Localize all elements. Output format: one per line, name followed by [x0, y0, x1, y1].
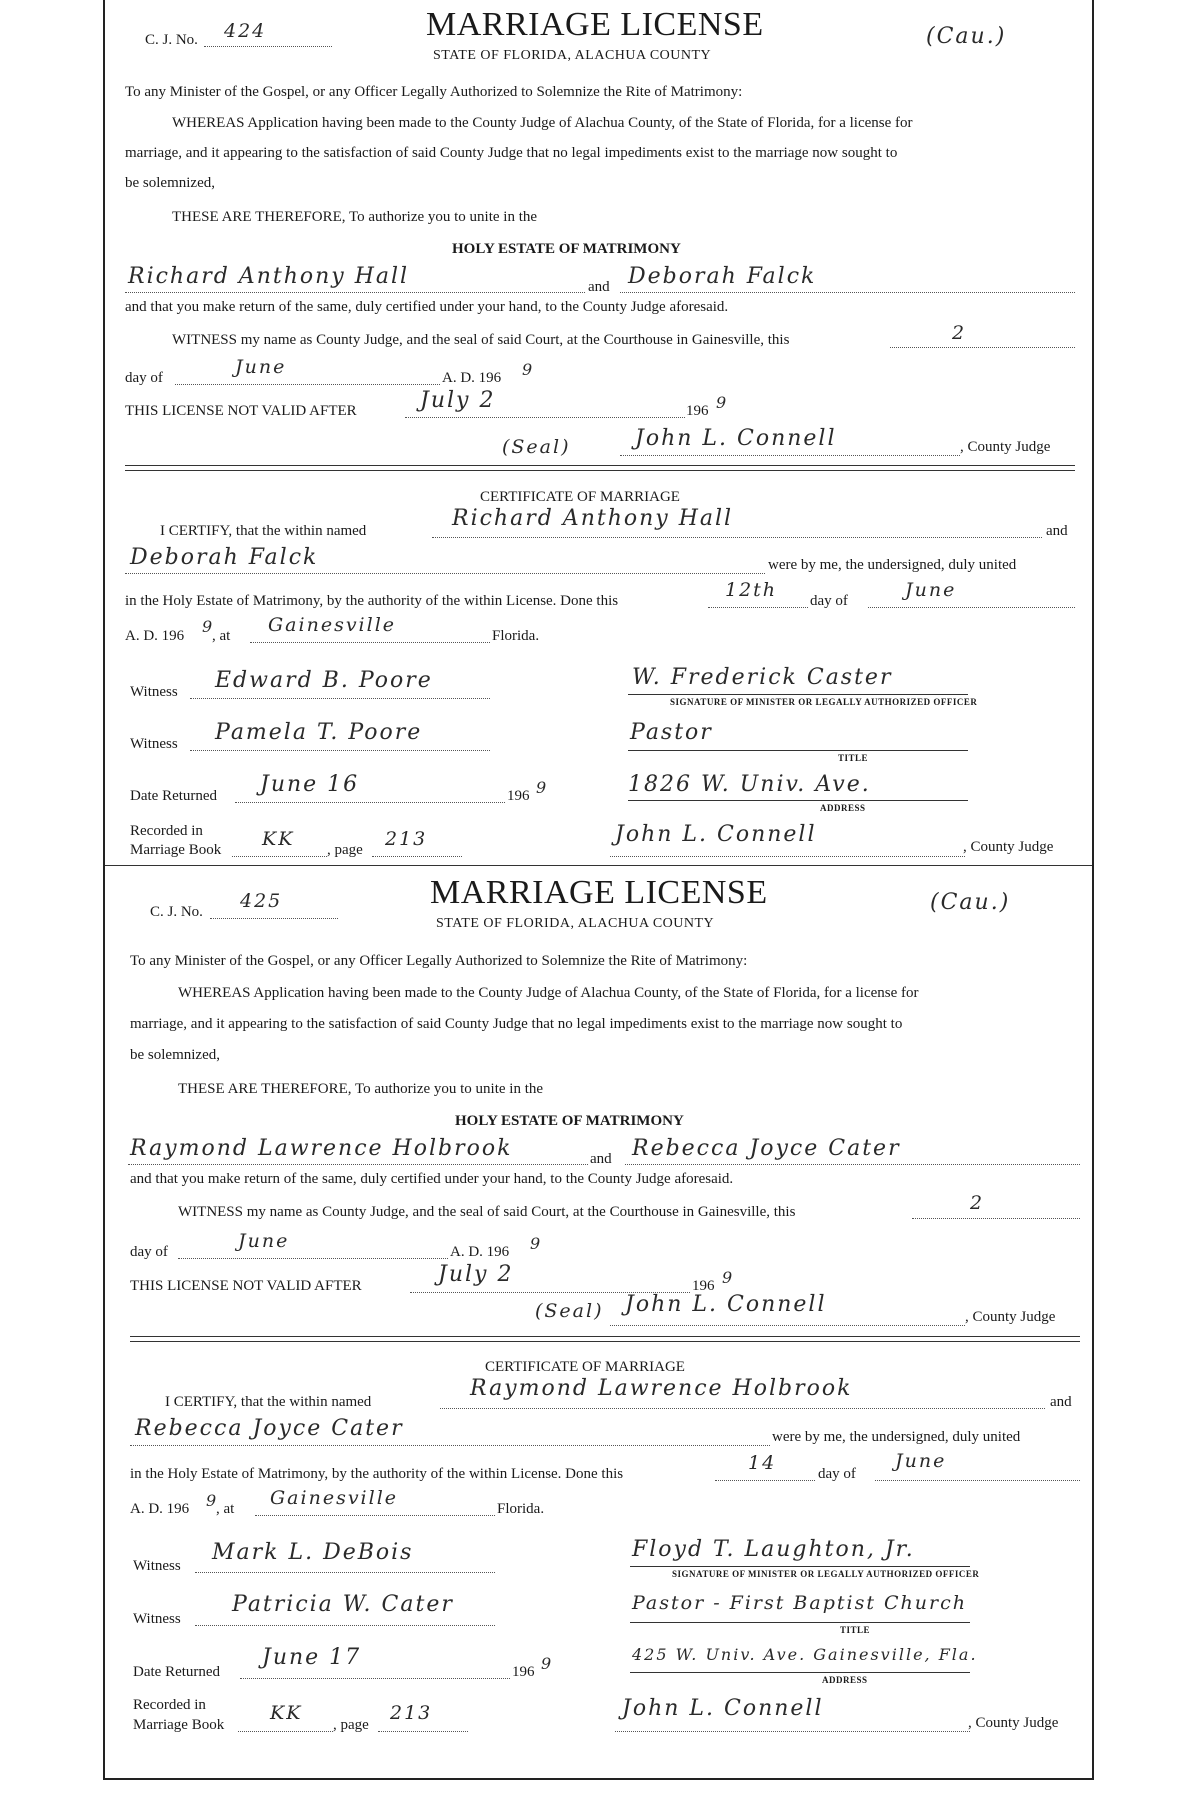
judge-signature: John L. Connell — [625, 1292, 827, 1317]
groom-name: Richard Anthony Hall — [128, 264, 410, 289]
whereas-line-1: WHEREAS Application having been made to the County Judge of Alachua County, of the State of Florida, for a license for — [178, 985, 919, 1001]
page-label: , page — [333, 1717, 369, 1733]
issue-day: 2 — [952, 322, 967, 344]
left-border — [103, 0, 105, 1780]
cert-bride-name: Rebecca Joyce Cater — [135, 1416, 404, 1441]
officer-title: Pastor — [630, 720, 713, 745]
returned-year-prefix: 196 — [507, 788, 530, 804]
dotted-line — [405, 417, 685, 418]
at-label: , at — [216, 1501, 235, 1517]
address-caption: ADDRESS — [820, 803, 866, 813]
return-line: and that you make return of the same, duly certified under your hand, to the County Judge aforesaid. — [125, 299, 729, 315]
page-value: 213 — [385, 828, 428, 850]
county-judge-label: , County Judge — [963, 839, 1054, 855]
recorded-in-label: Recorded in — [133, 1697, 206, 1713]
officer-signature: Floyd T. Laughton, Jr. — [632, 1537, 915, 1562]
dotted-line — [204, 46, 332, 47]
dotted-line — [235, 802, 505, 803]
cert-bride-name: Deborah Falck — [130, 545, 319, 570]
witness-2-signature: Pamela T. Poore — [215, 720, 423, 745]
license-title: MARRIAGE LICENSE — [426, 6, 764, 43]
cert-groom-name: Raymond Lawrence Holbrook — [470, 1376, 853, 1401]
witness-line: WITNESS my name as County Judge, and the seal of said Court, at the Courthouse in Gainesville, this — [178, 1204, 796, 1220]
date-returned: June 17 — [262, 1645, 362, 1670]
dotted-line — [912, 1218, 1080, 1219]
certificate-title: CERTIFICATE OF MARRIAGE — [485, 1359, 685, 1375]
ad-label: A. D. 196 — [130, 1501, 190, 1517]
expiry-year-prefix: 196 — [692, 1278, 715, 1294]
title-line — [630, 1622, 970, 1623]
dotted-line — [238, 1731, 333, 1732]
license-title: MARRIAGE LICENSE — [430, 874, 768, 911]
officer-title: Pastor - First Baptist Church — [632, 1592, 967, 1614]
groom-name: Raymond Lawrence Holbrook — [130, 1136, 513, 1161]
dotted-line — [620, 455, 960, 456]
dotted-line — [190, 750, 490, 751]
signature-line — [630, 1566, 970, 1567]
united-label: were by me, the undersigned, duly united — [772, 1429, 1021, 1445]
certify-label: I CERTIFY, that the within named — [165, 1394, 372, 1410]
ad-label: A. D. 196 — [125, 628, 185, 644]
title-line — [628, 750, 968, 751]
county-judge-label: , County Judge — [968, 1715, 1059, 1731]
expiry-date: July 2 — [420, 388, 496, 413]
ad-label: A. D. 196 — [442, 370, 502, 386]
address-line — [628, 800, 968, 801]
cert-groom-name: Richard Anthony Hall — [452, 506, 734, 531]
county-mark: (Cau.) — [930, 890, 1011, 915]
salutation: To any Minister of the Gospel, or any Officer Legally Authorized to Solemnize the Rite of Matrimony: — [125, 84, 743, 100]
cj-label: C. J. No. — [145, 32, 198, 48]
dotted-line — [255, 1515, 495, 1516]
officer-caption: SIGNATURE OF MINISTER OR LEGALLY AUTHORIZED OFFICER — [672, 1569, 980, 1579]
witness-label: Witness — [130, 684, 178, 700]
recorded-in-label: Recorded in — [130, 823, 203, 839]
witness-1-signature: Edward B. Poore — [215, 668, 433, 693]
issue-day: 2 — [970, 1192, 985, 1214]
witness-2-signature: Patricia W. Cater — [232, 1592, 454, 1617]
dotted-line — [715, 1480, 815, 1481]
cj-number: 424 — [224, 20, 267, 42]
issue-month: June — [235, 356, 287, 378]
county-judge-label: , County Judge — [960, 439, 1051, 455]
holy-estate-heading: HOLY ESTATE OF MATRIMONY — [452, 241, 681, 257]
date-returned: June 16 — [260, 772, 360, 797]
issue-year: 9 — [530, 1234, 543, 1253]
holy-estate-heading: HOLY ESTATE OF MATRIMONY — [455, 1113, 684, 1129]
certificate-title: CERTIFICATE OF MARRIAGE — [480, 489, 680, 505]
dotted-line — [128, 1164, 588, 1165]
dotted-line — [125, 573, 765, 574]
expiry-year: 9 — [716, 393, 729, 412]
dotted-line — [250, 642, 490, 643]
record-separator — [105, 865, 1092, 866]
whereas-line-1: WHEREAS Application having been made to the County Judge of Alachua County, of the State of Florida, for a license for — [172, 115, 913, 131]
dotted-line — [210, 918, 338, 919]
license-subtitle: STATE OF FLORIDA, ALACHUA COUNTY — [433, 48, 712, 63]
bottom-border — [103, 1778, 1094, 1780]
whereas-line-2: marriage, and it appearing to the satisfaction of said County Judge that no legal impediments exist to the marriage now sought to — [125, 145, 898, 161]
whereas-line-3: be solemnized, — [125, 175, 215, 191]
and-label: and — [1046, 523, 1068, 539]
marriage-place: Gainesville — [268, 614, 397, 636]
address-caption: ADDRESS — [822, 1675, 868, 1685]
county-mark: (Cau.) — [926, 24, 1007, 49]
and-label: and — [588, 279, 610, 295]
page-label: , page — [327, 842, 363, 858]
marriage-book-label: Marriage Book — [130, 842, 222, 858]
expiry-year: 9 — [722, 1268, 735, 1287]
officer-address: 425 W. Univ. Ave. Gainesville, Fla. — [632, 1645, 978, 1664]
whereas-line-2: marriage, and it appearing to the satisfaction of said County Judge that no legal impediments exist to the marriage now sought to — [130, 1016, 903, 1032]
cert-judge-signature: John L. Connell — [615, 822, 817, 847]
page-value: 213 — [390, 1702, 433, 1724]
dotted-line — [620, 292, 1075, 293]
dotted-line — [190, 698, 490, 699]
and-label: and — [1050, 1394, 1072, 1410]
expiry-year-prefix: 196 — [686, 403, 709, 419]
done-month: June — [905, 579, 957, 601]
date-returned-label: Date Returned — [130, 788, 218, 804]
title-caption: TITLE — [838, 753, 869, 763]
day-of-label: day of — [810, 593, 848, 609]
therefore-line: THESE ARE THEREFORE, To authorize you to unite in the — [172, 209, 538, 225]
therefore-line: THESE ARE THEREFORE, To authorize you to unite in the — [178, 1081, 544, 1097]
day-of-label: day of — [125, 370, 163, 386]
florida-label: Florida. — [492, 628, 540, 644]
united-label: were by me, the undersigned, duly united — [768, 557, 1017, 573]
signature-line — [628, 694, 968, 695]
witness-1-signature: Mark L. DeBois — [212, 1540, 414, 1565]
section-divider — [125, 465, 1075, 471]
returned-year: 9 — [541, 1654, 554, 1673]
seal-mark: (Seal) — [535, 1300, 604, 1322]
whereas-line-3: be solemnized, — [130, 1047, 220, 1063]
officer-signature: W. Frederick Caster — [632, 665, 893, 690]
cert-judge-signature: John L. Connell — [622, 1696, 824, 1721]
marriage-place: Gainesville — [270, 1487, 399, 1509]
not-valid-label: THIS LICENSE NOT VALID AFTER — [130, 1278, 362, 1294]
dotted-line — [175, 384, 440, 385]
book-value: KK — [262, 828, 295, 850]
seal-mark: (Seal) — [502, 436, 571, 458]
dotted-line — [890, 347, 1075, 348]
done-year: 9 — [202, 617, 215, 636]
cj-label: C. J. No. — [150, 904, 203, 920]
bride-name: Rebecca Joyce Cater — [632, 1136, 901, 1161]
issue-month: June — [238, 1230, 290, 1252]
witness-label: Witness — [133, 1558, 181, 1574]
day-of-label: day of — [818, 1466, 856, 1482]
expiry-date: July 2 — [438, 1262, 514, 1287]
title-caption: TITLE — [840, 1625, 871, 1635]
marriage-book-label: Marriage Book — [133, 1717, 225, 1733]
dotted-line — [195, 1625, 495, 1626]
dotted-line — [372, 856, 462, 857]
officer-caption: SIGNATURE OF MINISTER OR LEGALLY AUTHORIZED OFFICER — [670, 697, 978, 707]
dotted-line — [130, 1445, 770, 1446]
county-judge-label: , County Judge — [965, 1309, 1056, 1325]
right-border — [1092, 0, 1094, 1780]
at-label: , at — [212, 628, 231, 644]
witness-label: Witness — [130, 736, 178, 752]
dotted-line — [440, 1408, 1045, 1409]
judge-signature: John L. Connell — [635, 426, 837, 451]
not-valid-label: THIS LICENSE NOT VALID AFTER — [125, 403, 357, 419]
dotted-line — [232, 856, 327, 857]
dotted-line — [615, 1731, 970, 1732]
return-line: and that you make return of the same, duly certified under your hand, to the County Judge aforesaid. — [130, 1171, 734, 1187]
license-subtitle: STATE OF FLORIDA, ALACHUA COUNTY — [436, 916, 715, 931]
witness-line: WITNESS my name as County Judge, and the seal of said Court, at the Courthouse in Gainesville, this — [172, 332, 790, 348]
dotted-line — [432, 537, 1042, 538]
ad-label: A. D. 196 — [450, 1244, 510, 1260]
done-month: June — [895, 1450, 947, 1472]
dotted-line — [610, 856, 965, 857]
holy-estate-line: in the Holy Estate of Matrimony, by the authority of the within License. Done this — [130, 1466, 624, 1482]
address-line — [630, 1672, 970, 1673]
issue-year: 9 — [522, 360, 535, 379]
dotted-line — [610, 1325, 965, 1326]
dotted-line — [708, 607, 808, 608]
cj-number: 425 — [240, 890, 283, 912]
date-returned-label: Date Returned — [133, 1664, 221, 1680]
and-label: and — [590, 1151, 612, 1167]
done-year: 9 — [206, 1491, 219, 1510]
dotted-line — [875, 1480, 1080, 1481]
done-day: 14 — [748, 1452, 777, 1474]
section-divider — [130, 1336, 1080, 1342]
officer-address: 1826 W. Univ. Ave. — [628, 772, 871, 797]
dotted-line — [125, 292, 585, 293]
returned-year-prefix: 196 — [512, 1664, 535, 1680]
dotted-line — [868, 607, 1075, 608]
florida-label: Florida. — [497, 1501, 545, 1517]
returned-year: 9 — [536, 778, 549, 797]
book-value: KK — [270, 1702, 303, 1724]
bride-name: Deborah Falck — [628, 264, 817, 289]
witness-label: Witness — [133, 1611, 181, 1627]
dotted-line — [240, 1678, 510, 1679]
dotted-line — [378, 1731, 468, 1732]
holy-estate-line: in the Holy Estate of Matrimony, by the authority of the within License. Done this — [125, 593, 619, 609]
day-of-label: day of — [130, 1244, 168, 1260]
done-day: 12th — [725, 579, 778, 601]
certify-label: I CERTIFY, that the within named — [160, 523, 367, 539]
dotted-line — [195, 1572, 495, 1573]
salutation: To any Minister of the Gospel, or any Officer Legally Authorized to Solemnize the Rite of Matrimony: — [130, 953, 748, 969]
dotted-line — [625, 1164, 1080, 1165]
dotted-line — [178, 1258, 448, 1259]
